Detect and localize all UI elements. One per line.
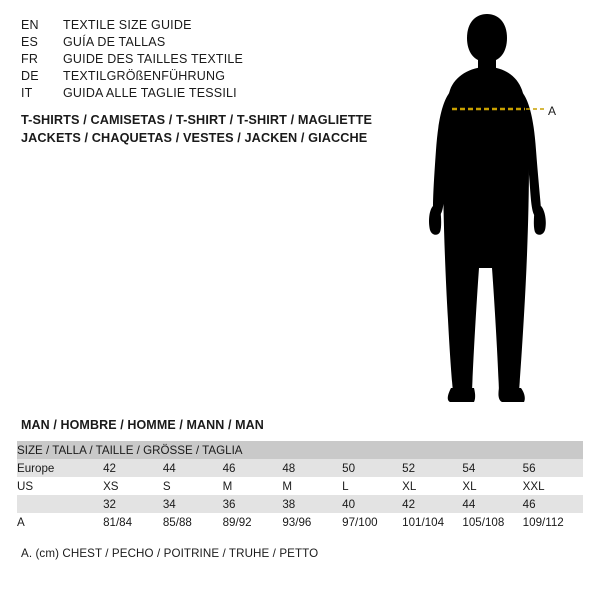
cell-value: 105/108: [462, 513, 522, 531]
language-title: TEXTILGRÖßENFÜHRUNG: [63, 69, 226, 83]
cell-value: 54: [462, 459, 522, 477]
cell-value: XXL: [523, 477, 583, 495]
cell-value: 89/92: [223, 513, 283, 531]
cell-value: 52: [402, 459, 462, 477]
row-label: A: [17, 513, 103, 531]
language-row: [21, 51, 351, 68]
cell-value: 44: [462, 495, 522, 513]
cell-value: 42: [402, 495, 462, 513]
cell-value: 46: [223, 459, 283, 477]
section-title-man: MAN / HOMBRE / HOMME / MANN / MAN: [21, 418, 264, 432]
table-header-label: SIZE / TALLA / TAILLE / GRÖSSE / TAGLIA: [17, 441, 583, 459]
cell-value: 56: [523, 459, 583, 477]
cell-value: XS: [103, 477, 163, 495]
cell-value: S: [163, 477, 223, 495]
language-row: [21, 17, 351, 34]
cell-value: 48: [282, 459, 342, 477]
language-title: GUIDA ALLE TAGLIE TESSILI: [63, 86, 237, 100]
table-row: [17, 513, 583, 531]
category-headings: [21, 111, 381, 147]
language-code: ES: [21, 35, 39, 49]
language-row: [21, 68, 351, 85]
row-label: Europe: [17, 459, 103, 477]
cell-value: XL: [402, 477, 462, 495]
male-silhouette-illustration: [400, 10, 600, 410]
cell-value: 81/84: [103, 513, 163, 531]
cell-value: 101/104: [402, 513, 462, 531]
cell-value: 50: [342, 459, 402, 477]
language-row: [21, 34, 351, 51]
language-code: DE: [21, 69, 39, 83]
table-row: [17, 459, 583, 477]
language-code: IT: [21, 86, 33, 100]
table-row: [17, 495, 583, 513]
language-row: [21, 85, 351, 102]
cell-value: XL: [462, 477, 522, 495]
row-label: [17, 495, 103, 513]
category-jackets: JACKETS / CHAQUETAS / VESTES / JACKEN / GIACCHE: [21, 131, 368, 145]
cell-value: 44: [163, 459, 223, 477]
cell-value: 109/112: [523, 513, 583, 531]
language-list: [21, 17, 351, 102]
language-code: FR: [21, 52, 39, 66]
cell-value: M: [282, 477, 342, 495]
row-label: US: [17, 477, 103, 495]
cell-value: 36: [223, 495, 283, 513]
cell-value: L: [342, 477, 402, 495]
cell-value: 32: [103, 495, 163, 513]
size-table: [17, 441, 583, 531]
measure-label-a: A: [548, 104, 557, 118]
cell-value: 34: [163, 495, 223, 513]
cell-value: 42: [103, 459, 163, 477]
cell-value: 97/100: [342, 513, 402, 531]
cell-value: 85/88: [163, 513, 223, 531]
cell-value: 46: [523, 495, 583, 513]
cell-value: 93/96: [282, 513, 342, 531]
language-title: GUIDE DES TAILLES TEXTILE: [63, 52, 244, 66]
category-tshirts: T-SHIRTS / CAMISETAS / T-SHIRT / T-SHIRT / MAGLIETTE: [21, 113, 373, 127]
table-row: [17, 477, 583, 495]
table-header-row: [17, 441, 583, 459]
language-title: TEXTILE SIZE GUIDE: [63, 18, 192, 32]
language-code: EN: [21, 18, 39, 32]
cell-value: 40: [342, 495, 402, 513]
cell-value: M: [223, 477, 283, 495]
footnote-chest-measure: A. (cm) CHEST / PECHO / POITRINE / TRUHE / PETTO: [21, 547, 319, 560]
cell-value: 38: [282, 495, 342, 513]
language-title: GUÍA DE TALLAS: [63, 35, 166, 49]
silhouette-icon: [400, 10, 600, 410]
